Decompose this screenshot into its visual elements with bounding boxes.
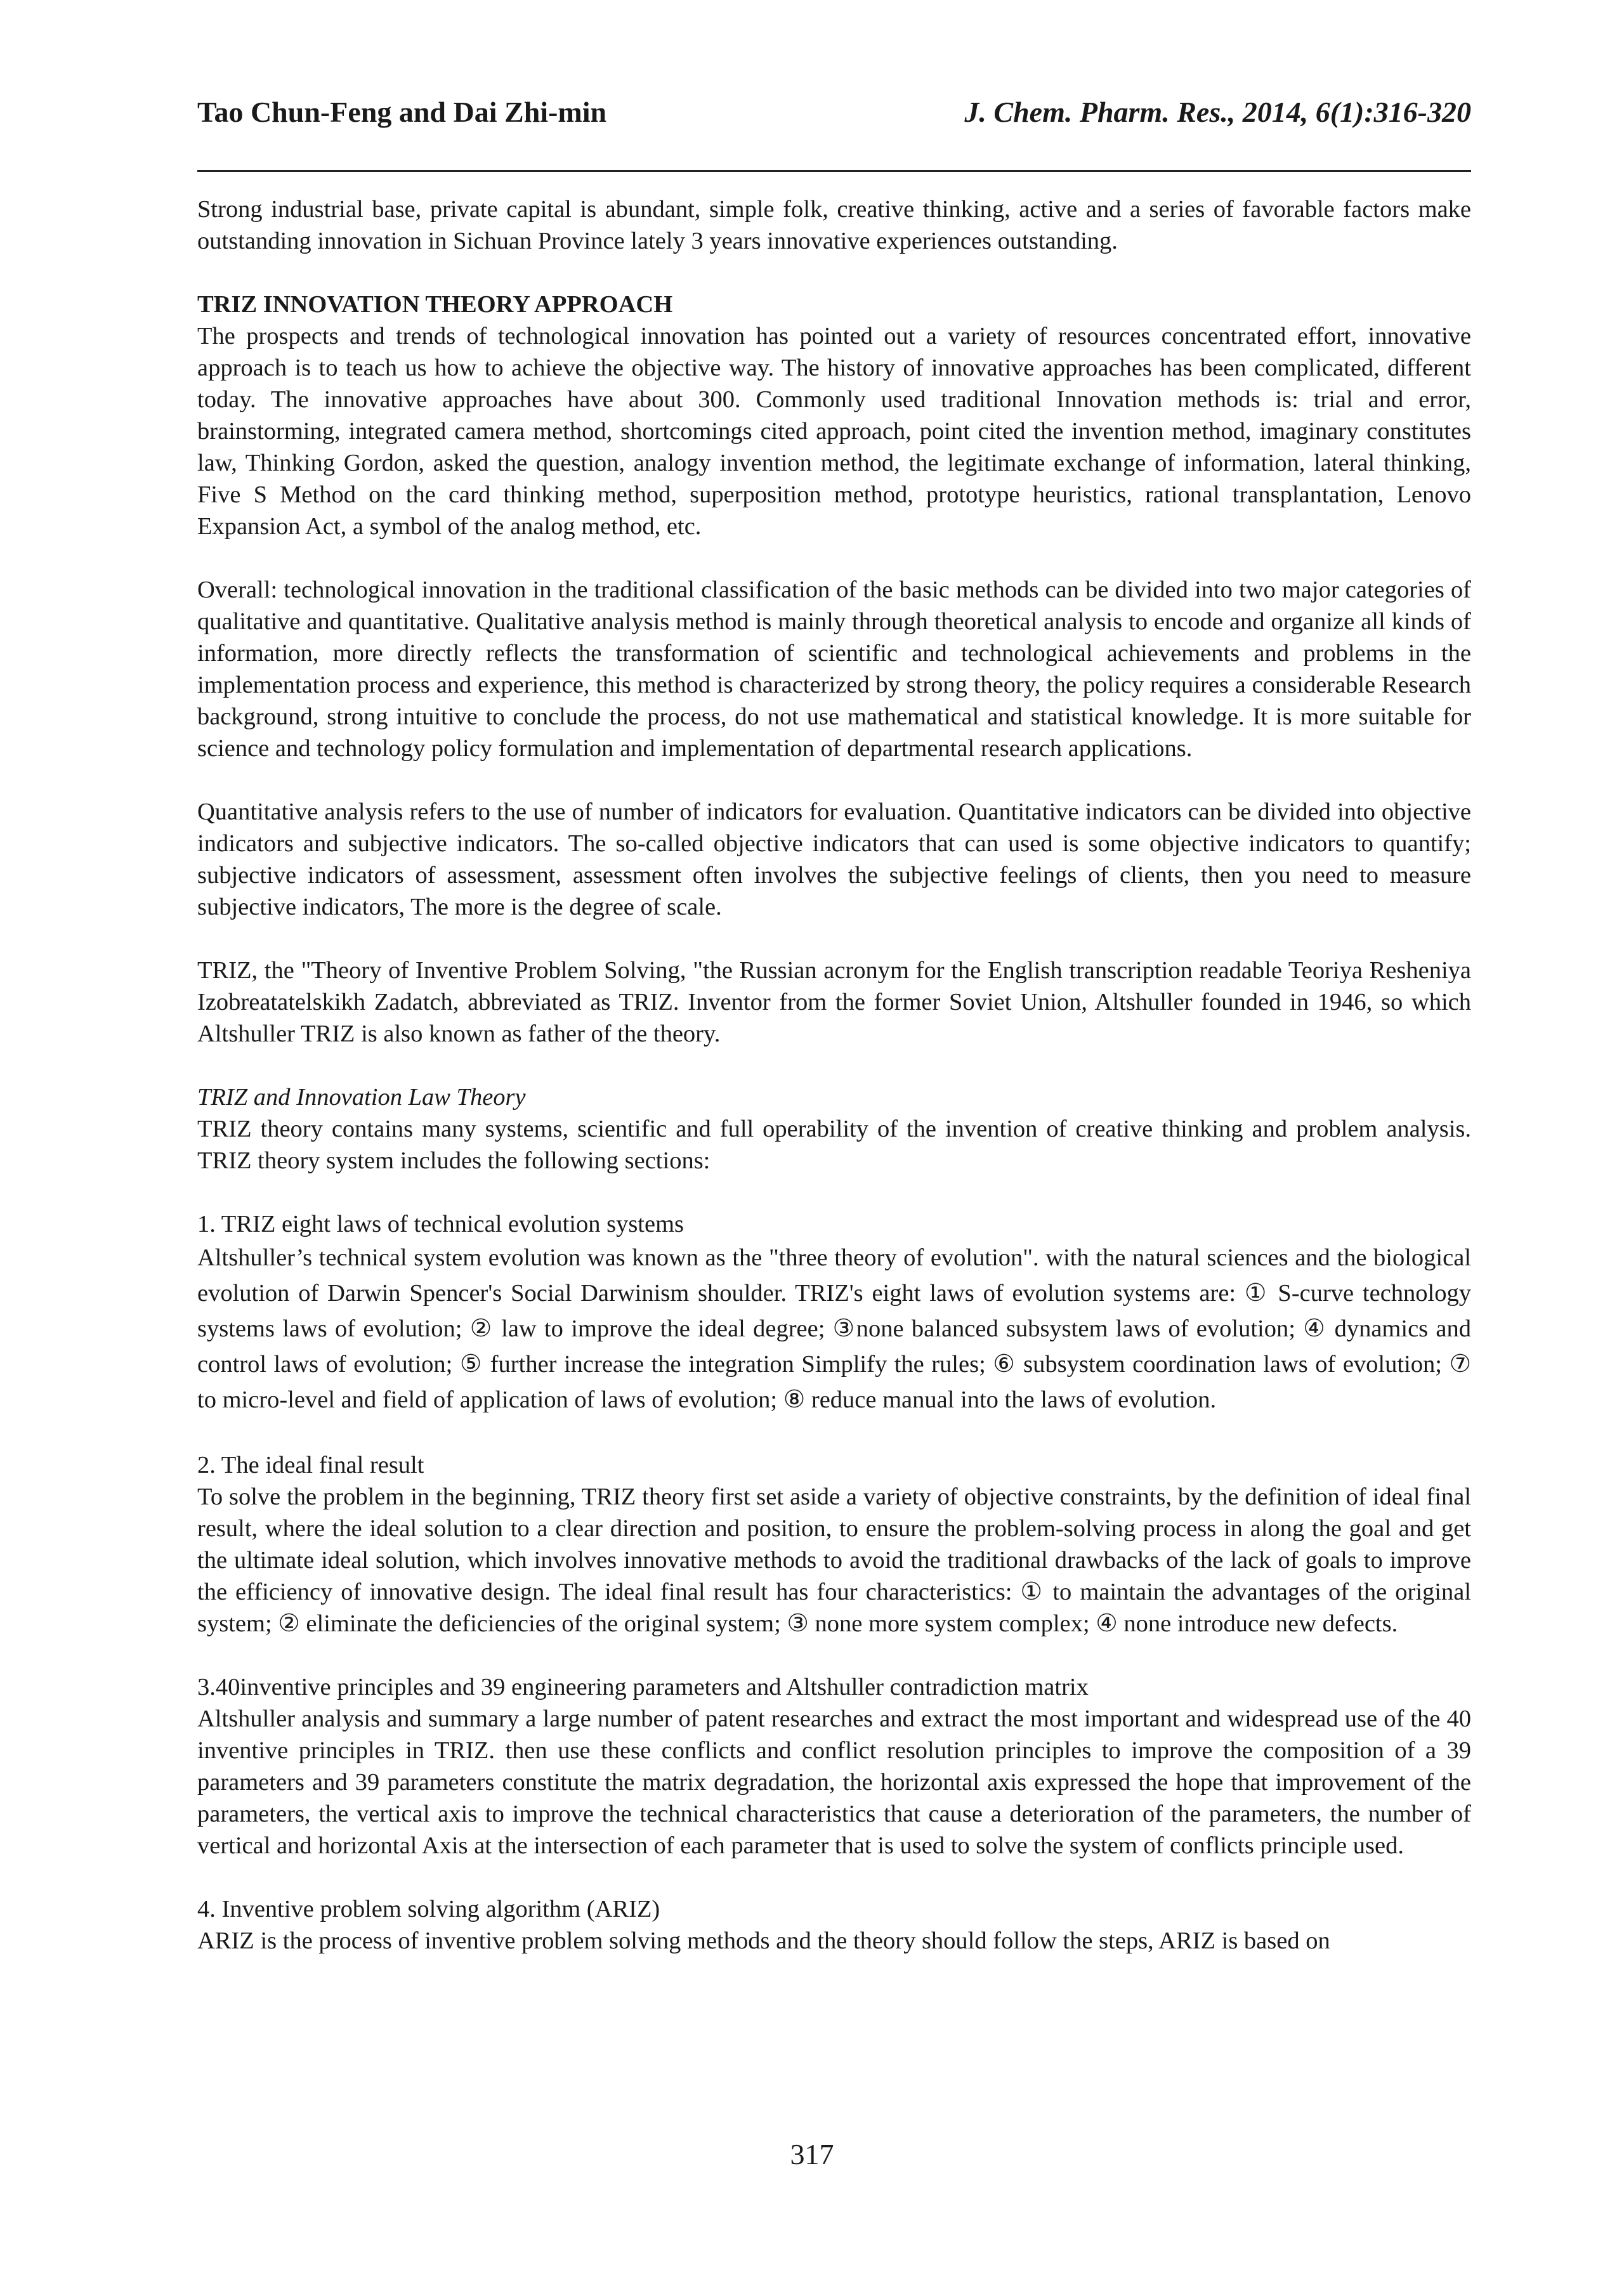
paragraph-gap (197, 542, 1471, 574)
paragraph-triz-definition: TRIZ, the "Theory of Inventive Problem Solving, "the Russian acronym for the English transcription readable Teoriya Resheniya Izobreatatelskikh Zadatch, abbreviated as TRIZ. Inventor from the former Soviet Union, Altshuller founded in 1946, so which Altshuller TRIZ is also known as father of the theory. (197, 957, 1471, 1047)
paragraph-approaches: The prospects and trends of technological innovation has pointed out a variety of resources concentrated effort, innovative approach is to teach us how to achieve the objective way. The history of innovative approaches has been complicated, different today. The innovative approaches have about 300. Commonly used traditional Innovation methods is: trial and error, brainstorming, integrated camera method, shortcomings cited approach, point cited the invention method, imaginary constitutes law, Thinking Gordon, asked the question, analogy invention method, the legitimate exchange of information, lateral thinking, Five S Method on the card thinking method, superposition method, prototype heuristics, rational transplantation, Lenovo Expansion Act, a symbol of the analog method, etc. (197, 323, 1471, 540)
paragraph-quantitative: Quantitative analysis refers to the use of number of indicators for evaluation. Quantitative indicators can be divided into objective indicators and subjective indicators. The so-called objective indicators that can used is some objective indicators to quantify; subjective indicators of assessment, assessment often involves the subjective feelings of clients, then you need to measure subjective indicators, The more is the degree of scale. (197, 799, 1471, 920)
item-1-text: Altshuller’s technical system evolution was known as the "three theory of evolution". with the natural sciences and the biological evolution of Darwin Spencer's Social Darwinism shoulder. TRIZ's eight laws of evolution systems are: ① S-curve technology systems laws of evolution; ② law to improve the ideal degree; ③none balanced subsystem laws of evolution; ④ dynamics and control laws of evolution; ⑤ further increase the integration Simplify the rules; ⑥ subsystem coordination laws of evolution; ⑦ to micro-level and field of application of laws of evolution; ⑧ reduce manual into the laws of evolution. (197, 1244, 1471, 1413)
section-heading: TRIZ INNOVATION THEORY APPROACH (197, 291, 673, 318)
paragraph-gap (197, 923, 1471, 955)
item-3-text: Altshuller analysis and summary a large number of patent researches and extract the most important and widespread use of the 40 inventive principles in TRIZ. then use these conflicts and conflict resolution principles to improve the composition of a 39 parameters and 39 parameters constitute the matrix degradation, the horizontal axis expressed the hope that improvement of the parameters, the vertical axis to improve the technical characteristics that cause a deterioration of the parameters, the number of vertical and horizontal Axis at the intersection of each parameter that is used to solve the system of conflicts principle used. (197, 1706, 1471, 1859)
paragraph-gap (197, 1050, 1471, 1081)
page-number: 317 (790, 2138, 834, 2170)
item-4-title: 4. Inventive problem solving algorithm (ARIZ) (197, 1896, 660, 1922)
item-2-text: To solve the problem in the beginning, TRIZ theory first set aside a variety of objective constraints, by the definition of ideal final result, where the ideal solution to a clear direction and position, to ensure the problem-solving process in along the goal and get the ultimate ideal solution, which involves innovative methods to avoid the traditional drawbacks of the lack of goals to improve the efficiency of innovative design. The ideal final result has four characteristics: ① to maintain the advantages of the original system; ② eliminate the deficiencies of the original system; ③ none more system complex; ④ none introduce new defects. (197, 1484, 1471, 1637)
subsection-heading: TRIZ and Innovation Law Theory (197, 1084, 526, 1111)
item-1-title: 1. TRIZ eight laws of technical evolution systems (197, 1211, 684, 1237)
paragraph-gap (197, 1862, 1471, 1893)
paragraph-gap (197, 1640, 1471, 1671)
paragraph-intro: Strong industrial base, private capital is abundant, simple folk, creative thinking, active and a series of favorable factors make outstanding innovation in Sichuan Province lately 3 years innovative experiences outstanding. (197, 196, 1471, 254)
header-rule (197, 170, 1471, 172)
paragraph-overall: Overall: technological innovation in the traditional classification of the basic methods can be divided into two major categories of qualitative and quantitative. Qualitative analysis method is mainly through theoretical analysis to encode and organize all kinds of information, more directly reflects the transformation of scientific and technological achievements and problems in the implementation process and experience, this method is characterized by strong theory, the policy requires a considerable Research background, strong intuitive to conclude the process, do not use mathematical and statistical knowledge. It is more suitable for science and technology policy formulation and implementation of departmental research applications. (197, 577, 1471, 762)
paragraph-gap (197, 1418, 1471, 1449)
paragraph-gap (197, 764, 1471, 796)
item-2-title: 2. The ideal final result (197, 1452, 424, 1478)
header-authors: Tao Chun-Feng and Dai Zhi-min (197, 96, 607, 128)
item-4-text: ARIZ is the process of inventive problem solving methods and the theory should follow the steps, ARIZ is based on (197, 1927, 1330, 1954)
running-header (197, 95, 1471, 133)
paragraph-triz-system: TRIZ theory contains many systems, scientific and full operability of the invention of creative thinking and problem analysis. TRIZ theory system includes the following sections: (197, 1116, 1471, 1174)
item-3-title: 3.40inventive principles and 39 engineering parameters and Altshuller contradiction matrix (197, 1674, 1089, 1700)
paragraph-gap (197, 1177, 1471, 1208)
paragraph-gap (197, 257, 1471, 289)
article-body (197, 193, 1471, 1957)
header-citation: J. Chem. Pharm. Res., 2014, 6(1):316-320 (964, 96, 1471, 128)
